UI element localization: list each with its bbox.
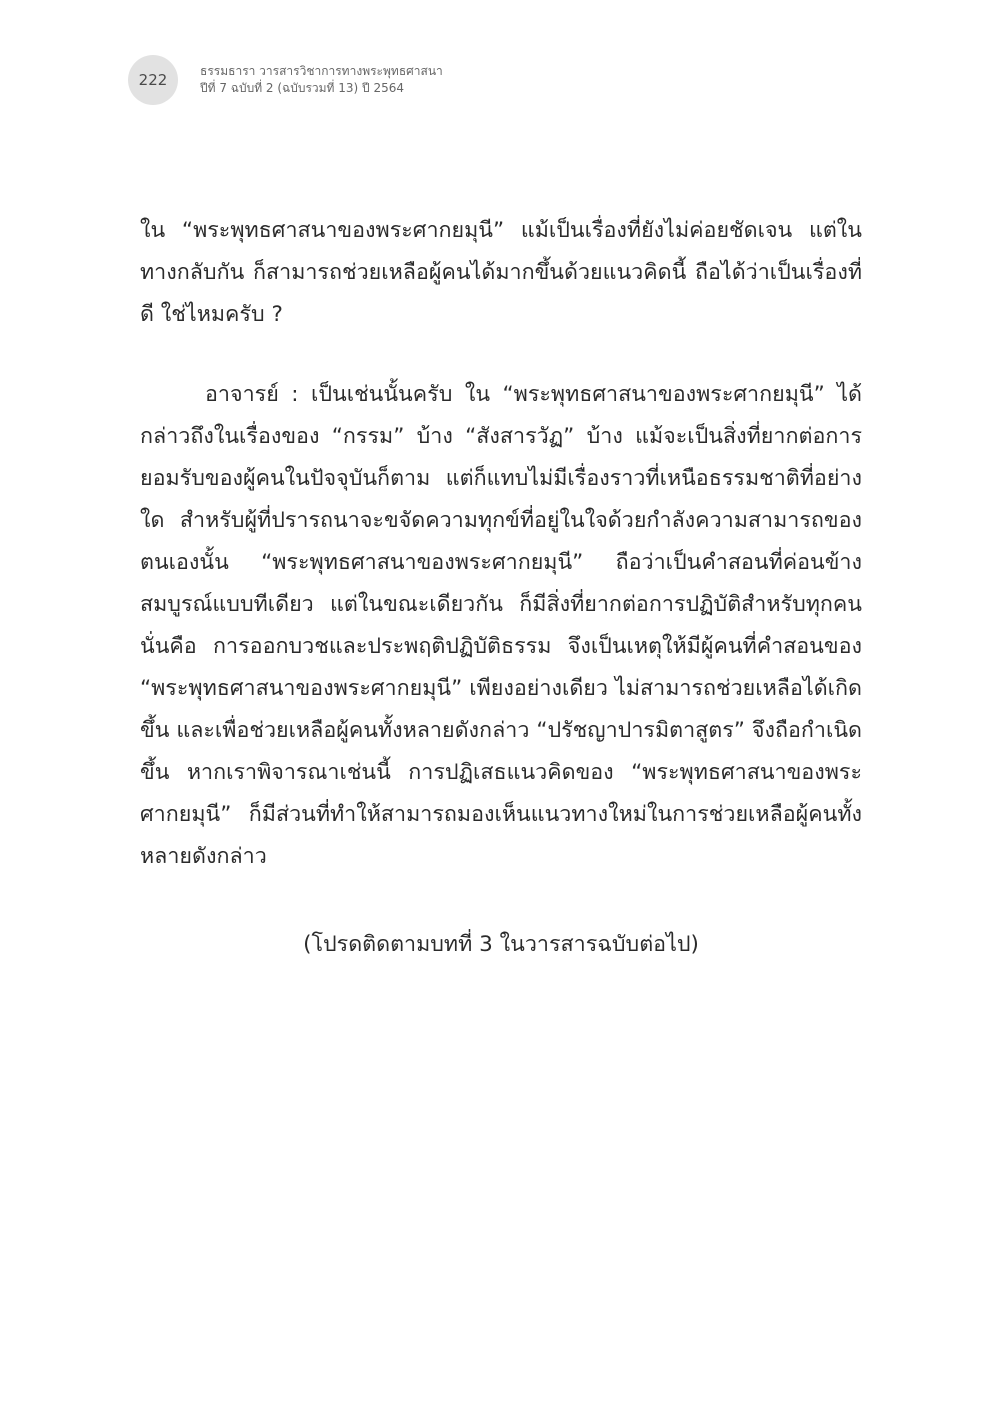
journal-title: ธรรมธารา วารสารวิชาการทางพระพุทธศาสนา xyxy=(200,64,443,78)
page-number-badge xyxy=(128,55,178,105)
paragraph-2: อาจารย์ : เป็นเช่นนั้นครับ ใน “พระพุทธศาสนาของพระศากยมุนี” ได้กล่าวถึงในเรื่องของ “กรรม” บ้าง “สังสารวัฏ” บ้าง แม้จะเป็นสิ่งที่ยากต่อการยอมรับของผู้คนในปัจจุบันก็ตาม แต่ก็แทบไม่มีเรื่องราวที่เหนือธรรมชาติที่อย่างใด สำหรับผู้ที่ปรารถนาจะขจัดความทุกข์ที่อยู่ในใจด้วยกำลังความสามารถของตนเองนั้น “พระพุทธศาสนาของพระศากยมุนี” ถือว่าเป็นคำสอนที่ค่อนข้างสมบูรณ์แบบทีเดียว แต่ในขณะเดียวกัน ก็มีสิ่งที่ยากต่อการปฏิบัติสำหรับทุกคน นั่นคือ การออกบวชและประพฤติปฏิบัติธรรม จึงเป็นเหตุให้มีผู้คนที่คำสอนของ “พระพุทธศาสนาของพระศากยมุนี” เพียงอย่างเดียว ไม่สามารถช่วยเหลือได้เกิดขึ้น และเพื่อช่วยเหลือผู้คนทั้งหลายดังกล่าว “ปรัชญาปารมิตาสูตร” จึงถือกำเนิดขึ้น หากเราพิจารณาเช่นนี้ การปฏิเสธแนวคิดของ “พระพุทธศาสนาของพระศากยมุนี” ก็มีส่วนที่ทำให้สามารถมองเห็นแนวทางใหม่ในการช่วยเหลือผู้คนทั้งหลายดังกล่าว xyxy=(140,382,862,869)
issue-info: ปีที่ 7 ฉบับที่ 2 (ฉบับรวมที่ 13) ปี 2564 xyxy=(200,81,405,95)
continuation-note: (โปรดติดตามบทที่ 3 ในวารสารฉบับต่อไป) xyxy=(303,932,699,957)
page-number: 222 xyxy=(138,71,168,89)
paragraph-1: ใน “พระพุทธศาสนาของพระศากยมุนี” แม้เป็นเรื่องที่ยังไม่ค่อยชัดเจน แต่ในทางกลับกัน ก็สามารถช่วยเหลือผู้คนได้มากขึ้นด้วยแนวคิดนี้ ถือได้ว่าเป็นเรื่องที่ดี ใช่ไหมครับ ? xyxy=(140,218,862,327)
journal-info xyxy=(200,63,443,97)
page-header xyxy=(128,52,443,108)
article-body xyxy=(140,210,862,966)
